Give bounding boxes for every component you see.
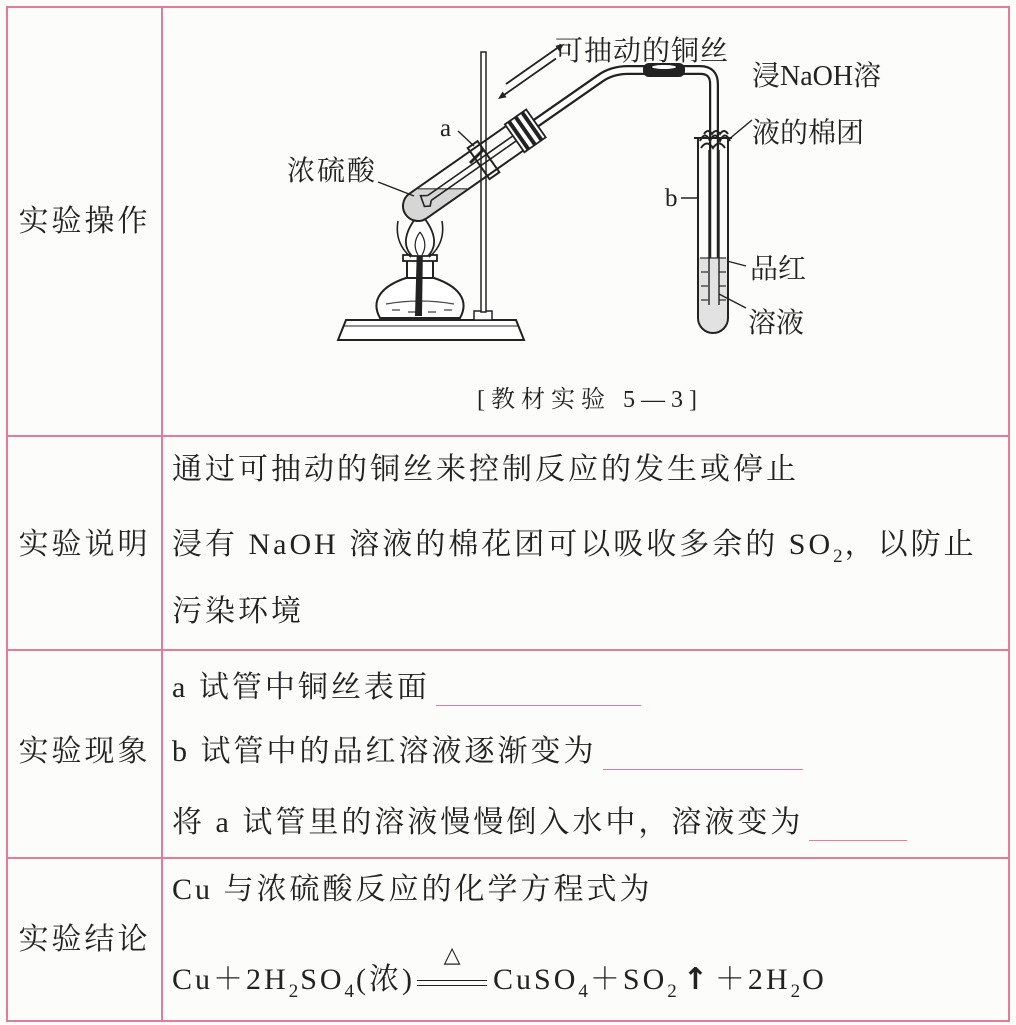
answer-blank xyxy=(809,810,907,841)
iron-stand-base xyxy=(338,320,524,340)
answer-blank xyxy=(436,675,641,706)
label-tube-a: a xyxy=(440,115,452,142)
label-tube-b: b xyxy=(665,185,678,212)
arrow-down-shaft xyxy=(504,59,556,96)
label-fuchsin-line2: 溶液 xyxy=(748,308,805,339)
leader-line-a xyxy=(458,131,474,146)
subscript: 4 xyxy=(578,981,590,1002)
phenomenon-line-1-text: a 试管中铜丝表面 xyxy=(172,671,430,704)
row-divider xyxy=(6,857,1010,859)
explanation-line-2-tail: ，以防止 xyxy=(844,528,977,561)
equation-concentration-note: (浓) xyxy=(356,963,416,996)
fuchsin-solution xyxy=(699,258,727,332)
equation-product: ＋SO xyxy=(589,963,668,996)
delivery-tube-bore xyxy=(534,70,714,305)
phenomenon-line-1 xyxy=(172,670,641,706)
subscript: 2 xyxy=(667,981,679,1002)
subscript: 2 xyxy=(833,546,845,567)
row-divider xyxy=(6,649,1010,651)
phenomenon-line-2-text: b 试管中的品红溶液逐渐变为 xyxy=(172,735,597,768)
leader-line-acid xyxy=(378,182,414,196)
apparatus-diagram xyxy=(0,0,1016,436)
phenomenon-line-3-text: 将 a 试管里的溶液慢慢倒入水中，溶液变为 xyxy=(172,806,804,839)
label-copper-wire: 可抽动的铜丝 xyxy=(555,36,730,67)
arrow-down-head xyxy=(498,92,507,100)
equation-product: ＋2H xyxy=(714,963,791,996)
gas-arrow-icon: ↑ xyxy=(682,962,711,997)
arrow-up-shaft xyxy=(506,48,558,85)
row-label-phenomenon: 实验现象 xyxy=(18,735,151,768)
test-tube-a xyxy=(395,108,547,230)
equation-reactant: Cu＋2H xyxy=(172,963,289,996)
chemical-equation xyxy=(172,943,827,1002)
equation-product: CuSO xyxy=(493,963,579,996)
subscript: 4 xyxy=(344,981,357,1002)
explanation-line-1: 通过可抽动的铜丝来控制反应的发生或停止 xyxy=(172,453,799,486)
label-concentrated-sulfuric-acid: 浓硫酸 xyxy=(287,156,378,187)
double-line-equals xyxy=(417,980,487,986)
row-label-conclusion: 实验结论 xyxy=(18,923,151,956)
phenomenon-line-3 xyxy=(172,805,907,841)
label-fuchsin-line1: 品红 xyxy=(750,254,807,285)
explanation-line-2 xyxy=(172,527,977,567)
reaction-condition-arrow xyxy=(417,943,487,997)
equation-product: O xyxy=(802,963,827,996)
figure-caption: [教材实验 5—3] xyxy=(477,387,703,413)
leader-line-dye xyxy=(727,261,746,266)
delivery-tube xyxy=(534,70,714,305)
heating-symbol: △ xyxy=(443,943,461,969)
label-cotton-line1: 浸NaOH溶 xyxy=(752,61,882,92)
row-label-operation: 实验操作 xyxy=(18,205,151,238)
explanation-line-2-text: 浸有 NaOH 溶液的棉花团可以吸收多余的 SO xyxy=(172,528,834,561)
leader-line-cotton xyxy=(728,120,752,140)
row-label-explanation: 实验说明 xyxy=(18,528,151,561)
subscript: 2 xyxy=(790,981,803,1002)
answer-blank xyxy=(603,739,803,770)
label-cotton-line2: 液的棉团 xyxy=(752,118,865,149)
subscript: 2 xyxy=(288,981,301,1002)
iron-stand-rod xyxy=(481,52,486,312)
equation-reactant: SO xyxy=(300,963,345,996)
phenomenon-line-2 xyxy=(172,734,803,770)
explanation-line-3: 污染环境 xyxy=(172,595,304,628)
conclusion-line-1: Cu 与浓硫酸反应的化学方程式为 xyxy=(172,873,653,906)
